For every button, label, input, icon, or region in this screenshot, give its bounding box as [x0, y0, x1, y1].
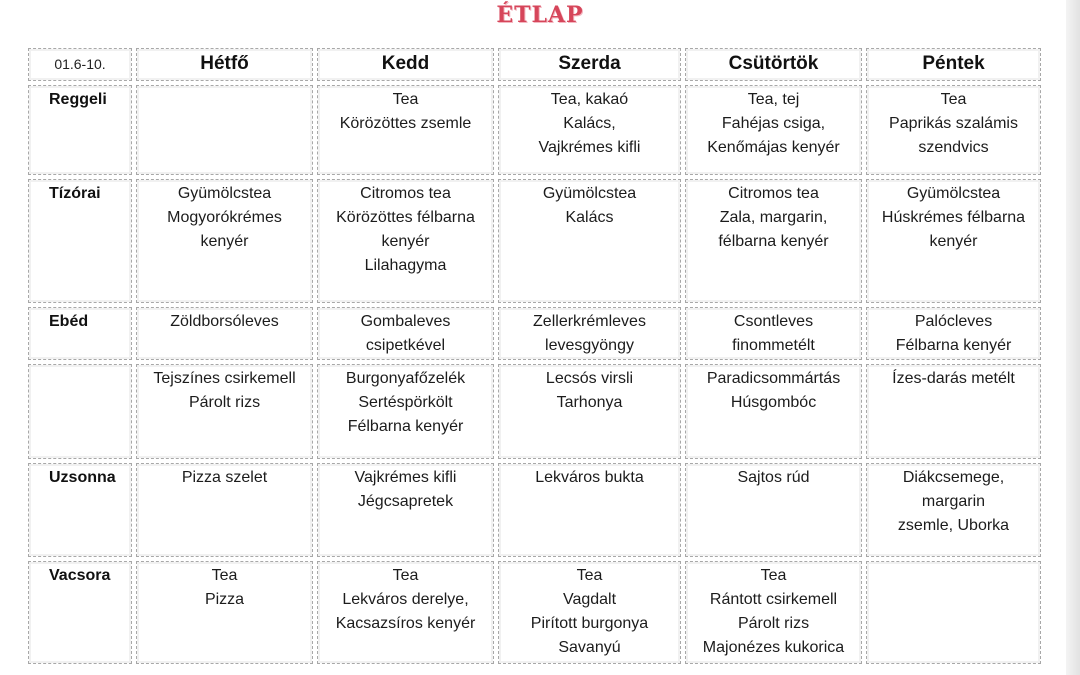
meal-row — [28, 307, 1041, 360]
meal-label: Uzsonna — [28, 463, 132, 558]
meal-row — [28, 561, 1041, 664]
menu-cell-wednesday — [498, 307, 681, 360]
menu-table — [24, 44, 1045, 668]
day-header-friday: Péntek — [866, 48, 1041, 81]
menu-cell-friday — [866, 85, 1041, 175]
day-header-thursday: Csütörtök — [685, 48, 862, 81]
menu-cell-monday — [136, 179, 313, 302]
menu-item-line: Tarhonya — [556, 394, 623, 412]
menu-cell-tuesday — [317, 307, 494, 360]
menu-item-line: Húskrémes félbarna — [881, 209, 1026, 227]
menu-cell-monday — [136, 307, 313, 360]
menu-cell-friday — [866, 561, 1041, 664]
menu-item-line: Lilahagyma — [364, 257, 447, 275]
menu-item-line: Mogyorókrémes — [167, 209, 282, 227]
menu-item-line: kenyér — [381, 233, 430, 251]
menu-cell-monday — [136, 561, 313, 664]
meal-label: Ebéd — [28, 307, 132, 360]
menu-item-line: Gyümölcstea — [542, 185, 637, 203]
menu-item-line: Savanyú — [558, 639, 621, 657]
menu-item-line: Burgonyafőzelék — [345, 370, 466, 388]
menu-item-line: Citromos tea — [728, 185, 819, 203]
menu-item-line: Ízes-darás metélt — [892, 370, 1015, 388]
menu-item-line: Félbarna kenyér — [895, 336, 1012, 354]
menu-cell-thursday — [685, 179, 862, 302]
menu-item-line: Tejszínes csirkemell — [153, 370, 296, 388]
meal-row — [28, 463, 1041, 558]
menu-item-line: Tea — [392, 90, 419, 108]
menu-item-line: Tea, tej — [747, 90, 800, 108]
menu-item-line: Tea — [392, 567, 419, 585]
menu-cell-monday — [136, 364, 313, 459]
menu-item-line: Pizza — [204, 591, 245, 609]
menu-item-line: Tea — [576, 567, 603, 585]
menu-cell-monday — [136, 463, 313, 558]
menu-cell-tuesday — [317, 364, 494, 459]
menu-item-line: Lekváros derelye, — [342, 591, 469, 609]
menu-item-line: Csontleves — [733, 312, 814, 330]
menu-cell-friday — [866, 307, 1041, 360]
day-header-monday: Hétfő — [136, 48, 313, 81]
menu-cell-friday — [866, 463, 1041, 558]
menu-cell-tuesday — [317, 561, 494, 664]
menu-item-line: finommetélt — [732, 336, 815, 354]
menu-item-line: Kalács, — [563, 114, 616, 132]
menu-item-line: Paradicsommártás — [706, 370, 841, 388]
menu-item-line: Diákcsemege, — [902, 468, 1005, 486]
menu-item-line: Kacsazsíros kenyér — [335, 615, 476, 633]
menu-item-line: Sertéspörkölt — [358, 394, 453, 412]
menu-item-line: Párolt rizs — [737, 615, 810, 633]
menu-item-line: Zöldborsóleves — [170, 312, 279, 330]
day-header-wednesday: Szerda — [498, 48, 681, 81]
menu-cell-thursday — [685, 561, 862, 664]
menu-item-line: margarin — [921, 492, 986, 510]
menu-item-line: Körözöttes félbarna — [336, 209, 475, 227]
menu-item-line: Majonézes kukorica — [702, 639, 845, 657]
meal-row — [28, 85, 1041, 175]
menu-item-line: Tea — [211, 567, 238, 585]
menu-item-line: Vajkrémes kifli — [354, 468, 457, 486]
meal-label — [28, 364, 132, 459]
menu-item-line: Gombaleves — [360, 312, 451, 330]
menu-item-line: Jégcsapretek — [357, 492, 454, 510]
menu-cell-wednesday — [498, 561, 681, 664]
menu-item-line: Lekváros bukta — [535, 468, 644, 486]
menu-item-line: Tea — [940, 90, 967, 108]
menu-item-line: Pirított burgonya — [530, 615, 649, 633]
menu-item-line: Gyümölcstea — [177, 185, 272, 203]
menu-item-line: Lecsós virsli — [545, 370, 634, 388]
menu-item-line: Citromos tea — [360, 185, 451, 203]
menu-item-line: Pizza szelet — [181, 468, 268, 486]
menu-cell-friday — [866, 179, 1041, 302]
menu-cell-wednesday — [498, 463, 681, 558]
menu-item-line: Tea, kakaó — [550, 90, 629, 108]
menu-cell-tuesday — [317, 179, 494, 302]
menu-item-line: csipetkével — [365, 336, 446, 354]
menu-cell-wednesday — [498, 364, 681, 459]
menu-cell-tuesday — [317, 463, 494, 558]
menu-item-line: kenyér — [200, 233, 249, 251]
menu-cell-thursday — [685, 364, 862, 459]
menu-cell-wednesday — [498, 85, 681, 175]
menu-item-line: Vagdalt — [562, 591, 617, 609]
menu-item-line: Fahéjas csiga, — [721, 114, 826, 132]
menu-item-line: zsemle, Uborka — [897, 516, 1010, 534]
menu-cell-thursday — [685, 85, 862, 175]
menu-item-line: Tea — [760, 567, 787, 585]
page-edge-shadow — [1066, 0, 1080, 675]
menu-item-line: Párolt rizs — [188, 394, 261, 412]
menu-item-line: Rántott csirkemell — [709, 591, 838, 609]
page-title: ÉTLAP — [496, 2, 584, 28]
menu-item-line: szendvics — [918, 138, 989, 156]
menu-item-line: félbarna kenyér — [718, 233, 829, 251]
menu-item-line: Kenőmájas kenyér — [707, 138, 840, 156]
date-range: 01.6-10. — [28, 48, 132, 81]
menu-item-line: levesgyöngy — [545, 336, 634, 354]
meal-label: Vacsora — [28, 561, 132, 664]
menu-item-line: Húsgombóc — [730, 394, 817, 412]
menu-item-line: Körözöttes zsemle — [339, 114, 472, 132]
menu-item-line: Kalács — [565, 209, 614, 227]
menu-cell-thursday — [685, 307, 862, 360]
menu-item-line: Gyümölcstea — [906, 185, 1001, 203]
meal-label: Tízórai — [28, 179, 132, 302]
menu-cell-friday — [866, 364, 1041, 459]
menu-item-line: Vajkrémes kifli — [538, 138, 641, 156]
menu-item-line: kenyér — [929, 233, 978, 251]
header-row — [28, 48, 1041, 81]
menu-cell-tuesday — [317, 85, 494, 175]
menu-cell-monday — [136, 85, 313, 175]
menu-item-line: Paprikás szalámis — [889, 114, 1018, 132]
meal-row — [28, 364, 1041, 459]
meal-label: Reggeli — [28, 85, 132, 175]
menu-item-line: Zala, margarin, — [719, 209, 828, 227]
meal-row — [28, 179, 1041, 302]
menu-item-line: Zellerkrémleves — [533, 312, 646, 330]
menu-item-line: Sajtos rúd — [737, 468, 810, 486]
menu-item-line: Félbarna kenyér — [347, 418, 464, 436]
menu-cell-wednesday — [498, 179, 681, 302]
menu-cell-thursday — [685, 463, 862, 558]
day-header-tuesday: Kedd — [317, 48, 494, 81]
menu-item-line: Palócleves — [914, 312, 993, 330]
